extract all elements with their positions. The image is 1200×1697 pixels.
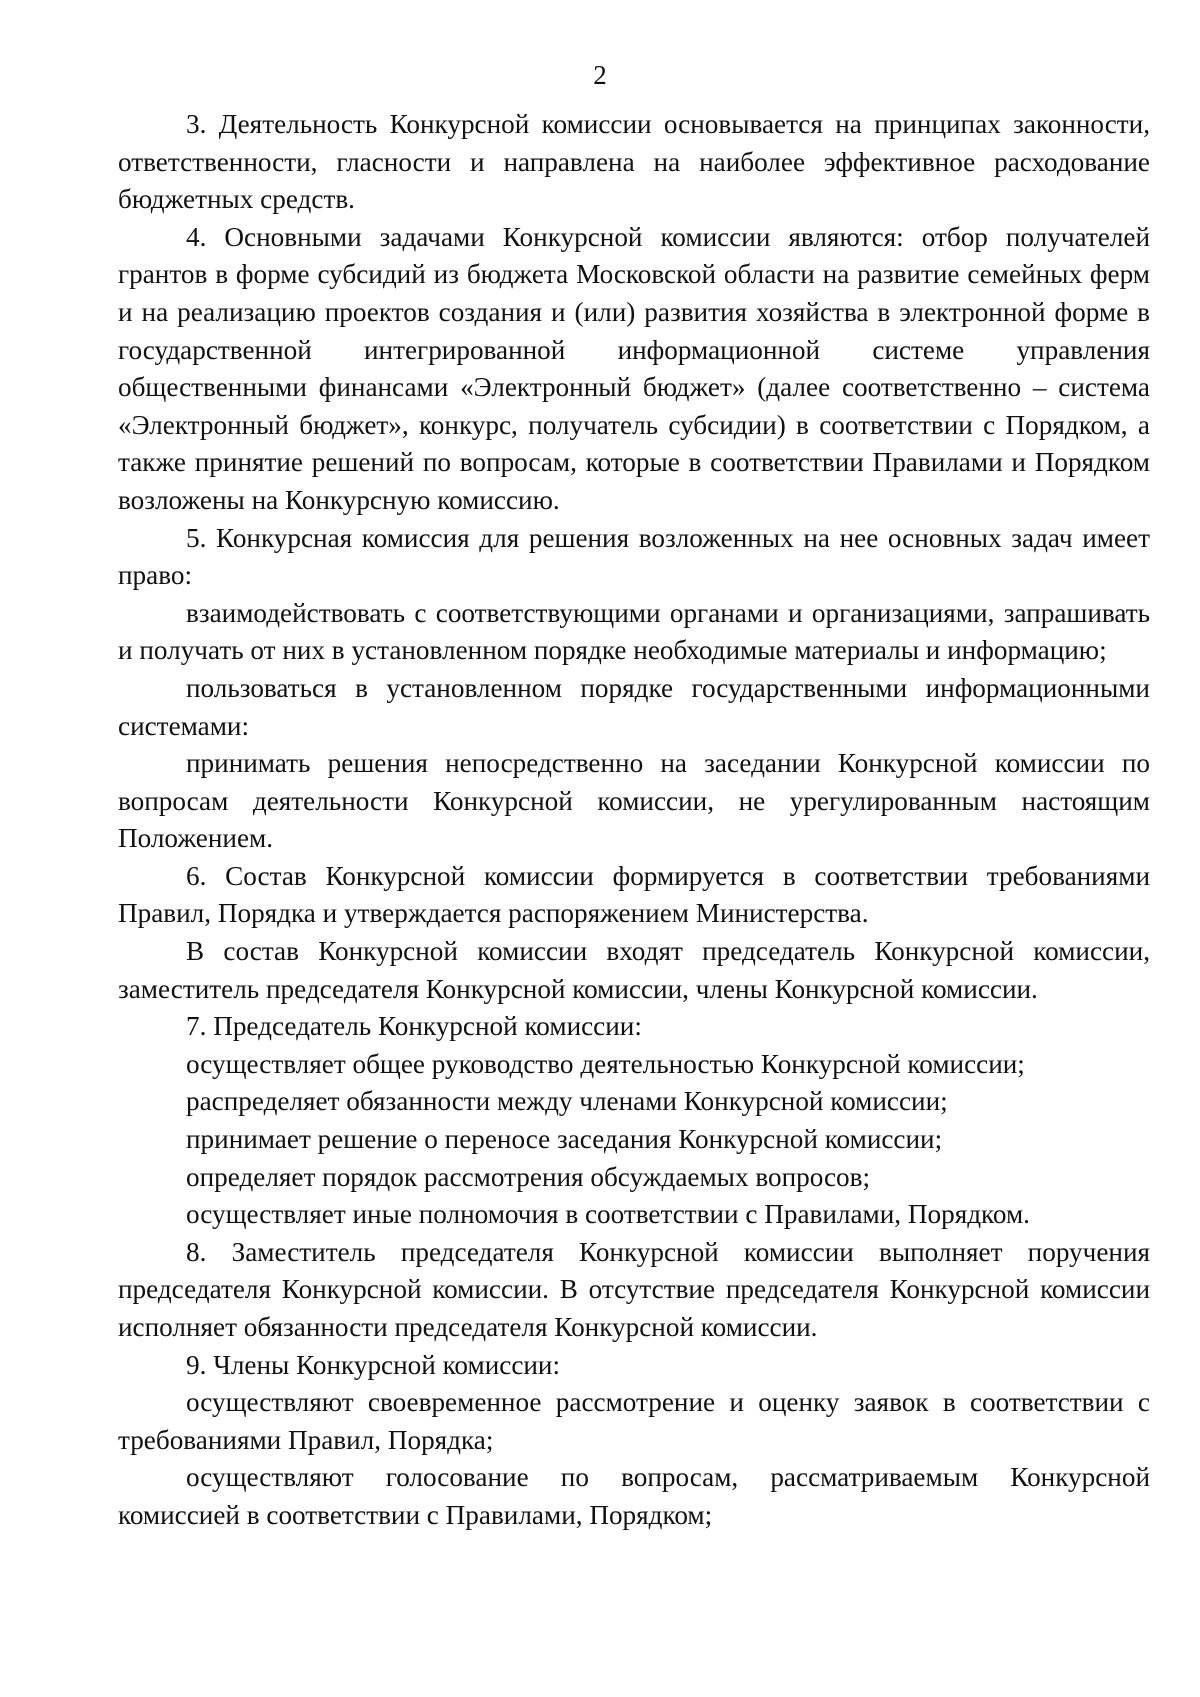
paragraph-4-tasks: 4. Основными задачами Конкурсной комиссии являются: отбор получателей грантов в форме субсидий из бюджета Московской области на развитие семейных ферм и на реализацию проектов создания и (или) развития хозяйства в электронной форме в государственной интегрированной информационной системе управления общественными финансами «Электронный бюджет» (далее соответственно – система «Электронный бюджет», конкурс, получатель субсидии) в соответствии с Порядком, а также принятие решений по вопросам, которые в соответствии Правилами и Порядком возложены на Конкурсную комиссию.: [118, 221, 1150, 515]
paragraph-9-members: 9. Члены Конкурсной комиссии:: [186, 1349, 561, 1380]
list-item-chairman-guidance: осуществляет общее руководство деятельностью Конкурсной комиссии;: [186, 1048, 1025, 1079]
paragraph-5-rights: 5. Конкурсная комиссия для решения возложенных на нее основных задач имеет право:: [118, 522, 1150, 591]
document-body: [118, 106, 1150, 1535]
list-item-chairman-order: определяет порядок рассмотрения обсуждаемых вопросов;: [186, 1161, 871, 1192]
list-item-chairman-postpone: принимает решение о переносе заседания Конкурсной комиссии;: [186, 1124, 943, 1155]
list-item-use-systems: пользоваться в установленном порядке государственными информационными системами:: [118, 672, 1150, 741]
paragraph-composition-members: В состав Конкурсной комиссии входят председатель Конкурсной комиссии, заместитель председателя Конкурсной комиссии, члены Конкурсной комиссии.: [118, 936, 1150, 1004]
list-item-members-vote: осуществляют голосование по вопросам, рассматриваемым Конкурсной комиссией в соответствии с Правилами, Порядком;: [118, 1462, 1150, 1530]
paragraph-7-chairman: 7. Председатель Конкурсной комиссии:: [186, 1011, 642, 1042]
list-item-members-review: осуществляют своевременное рассмотрение и оценку заявок в соответствии с требованиями Правил, Порядка;: [118, 1387, 1150, 1455]
list-item-chairman-duties: распределяет обязанности между членами Конкурсной комиссии;: [186, 1086, 948, 1117]
list-item-interact: взаимодействовать с соответствующими органами и организациями, запрашивать и получать от них в установленном порядке необходимые материалы и информацию;: [118, 597, 1150, 666]
list-item-chairman-other: осуществляет иные полномочия в соответствии с Правилами, Порядком.: [186, 1199, 1030, 1230]
paragraph-6-composition: 6. Состав Конкурсной комиссии формируется в соответствии требованиями Правил, Порядка и утверждается распоряжением Министерства.: [118, 860, 1150, 929]
page-number: 2: [593, 60, 607, 90]
list-item-make-decisions: принимать решения непосредственно на заседании Конкурсной комиссии по вопросам деятельности Конкурсной комиссии, не урегулированным настоящим Положением.: [118, 748, 1150, 854]
paragraph-3-principles: 3. Деятельность Конкурсной комиссии основывается на принципах законности, ответственности, гласности и направлена на наиболее эффективное расходование бюджетных средств.: [118, 109, 1150, 215]
paragraph-8-deputy: 8. Заместитель председателя Конкурсной комиссии выполняет поручения председателя Конкурсной комиссии. В отсутствие председателя Конкурсной комиссии исполняет обязанности председателя Конкурсной комиссии.: [118, 1236, 1150, 1342]
